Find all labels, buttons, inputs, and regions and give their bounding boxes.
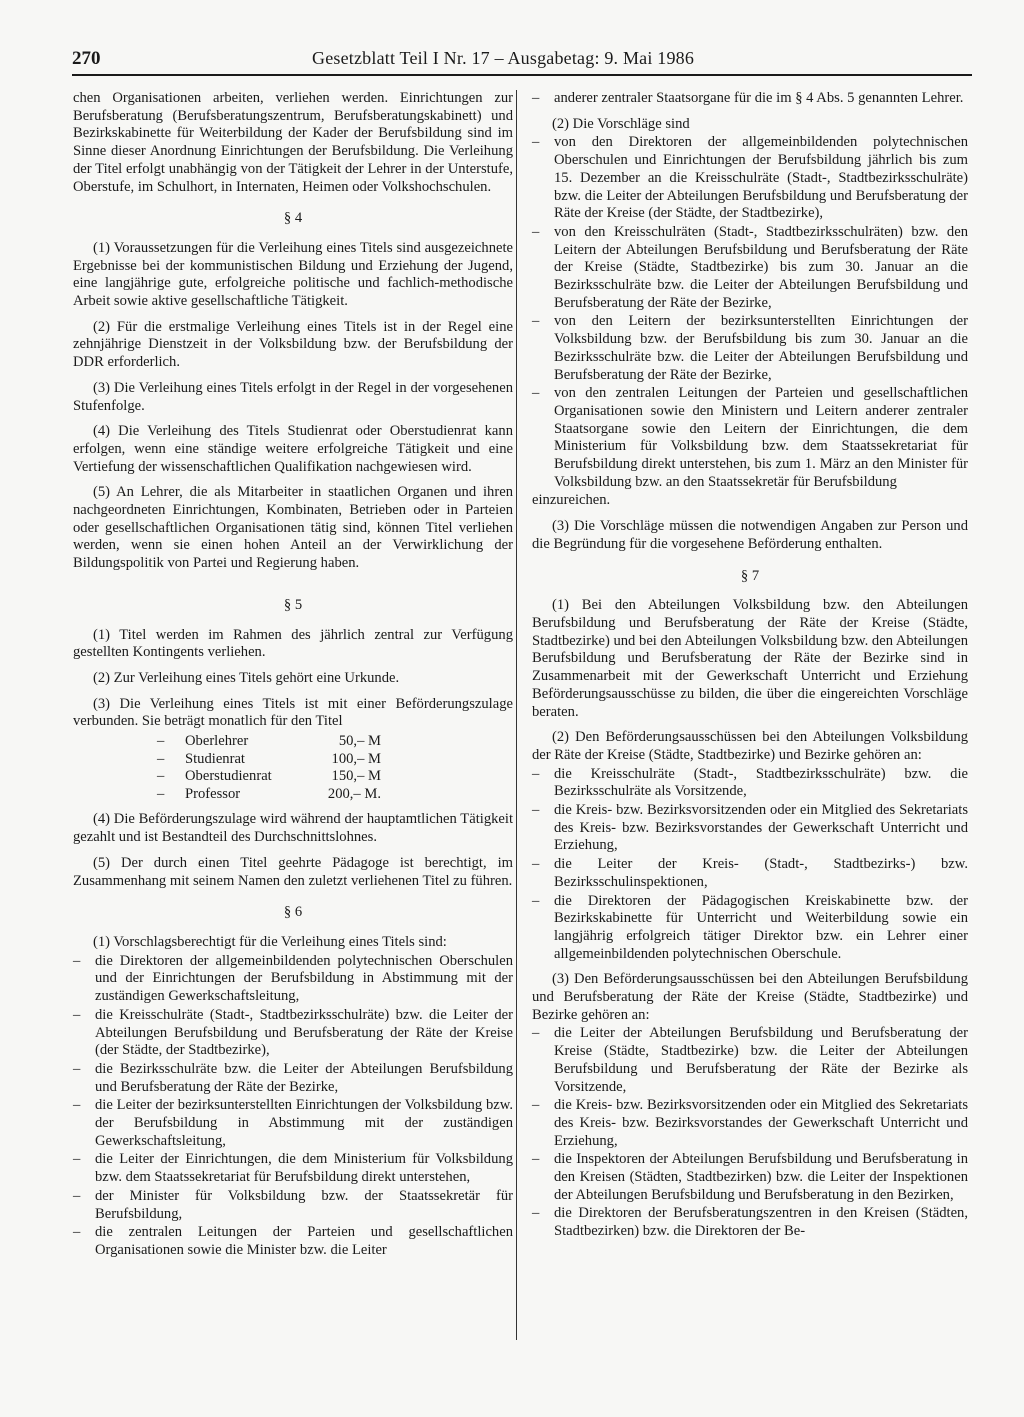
list-item: – von den Kreisschulräten (Stadt-, Stadtbezirksschulräten) bzw. den Leitern der Abteilungen Berufsbildung und Berufsberatung der Räte der Kreise (Städte, Stadtbezirke) bis zum 30. Januar an die Bezirksschulräte bzw. die Leiter der Abteilungen Berufsbildung und Berufsberatung der Räte der Bezirke, — [532, 224, 968, 313]
list-item-continued — [532, 90, 968, 108]
list-item: – die Bezirksschulräte bzw. die Leiter der Abteilungen Berufsbildung und Berufsberatung der Räte der Bezirke, — [73, 1061, 513, 1096]
list-item: – die Direktoren der Pädagogischen Kreiskabinette bzw. der Bezirkskabinette für Unterricht und Weiterbildung sowie ein langjährig erfolgreich tätiger Direktor bzw. ein Lehrer einer allgemeinbildenden polytechnischen Oberschule. — [532, 893, 968, 964]
paragraph: (5) Der durch einen Titel geehrte Pädagoge ist berechtigt, im Zusammenhang mit seinem Namen den zuletzt verliehenen Titel zu führen. — [73, 854, 513, 889]
submission-list — [532, 134, 968, 491]
paragraph: (3) Die Verleihung eines Titels ist mit einer Beförderungszulage verbunden. Sie beträgt monatlich für den Titel — [73, 695, 513, 730]
committee-list-berufsbildung — [532, 1025, 968, 1240]
table-row — [157, 786, 381, 804]
list-item: – die Leiter der Abteilungen Berufsbildung und Berufsberatung der Kreise (Städte, Stadtbezirke) bzw. die Leiter der Abteilungen Berufsbildung und Berufsberatung der Räte der Bezirke als Vorsitzende, — [532, 1025, 968, 1096]
page-header — [72, 46, 972, 76]
intro-paragraph: chen Organisationen arbeiten, verliehen werden. Einrichtungen zur Berufsberatung (Berufsberatungszentrum, Berufsberatungskabinett) und Bezirkskabinette für Weiterbildung der Kader der Berufsbildung sind im Sinne dieser Anordnung Einrichtungen der Berufsbildung. Die Verleihung der Titel erfolgt unabhängig von der Tätigkeit der Lehrer in der Unterstufe, Oberstufe, im Schulhort, in Internaten, Heimen oder Volkshochschulen. — [73, 90, 513, 195]
left-column — [73, 90, 513, 1261]
paragraph: (2) Für die erstmalige Verleihung eines Titels ist in der Regel eine zehnjährige Dienstzeit in der Volksbildung bzw. der Berufsbildung der DDR erforderlich. — [73, 318, 513, 371]
continued-list — [532, 90, 968, 108]
paragraph: (1) Bei den Abteilungen Volksbildung bzw. den Abteilungen Berufsbildung und Berufsberatung der Räte der Kreise (Städte, Stadtbezirke) und bei den Abteilungen Volksbildung bzw. den Abteilungen Berufsbildung und Berufsberatung der Räte der Bezirke sind in Zusammenarbeit mit der Gewerkschaft Unterricht und Erziehung Beförderungsausschüsse zu bilden, die über die eingereichten Vorschläge beraten. — [532, 597, 968, 720]
paragraph: (2) Den Beförderungsausschüssen bei den Abteilungen Volksbildung der Räte der Kreise (Städte, Stadtbezirke) und Bezirke gehören an: — [532, 729, 968, 763]
paragraph: (3) Den Beförderungsausschüssen bei den Abteilungen Berufsbildung und Berufsberatung der Räte der Kreise (Städte, Stadtbezirke) und Bezirke gehören an: — [532, 971, 968, 1023]
list-item: – der Minister für Volksbildung bzw. der Staatssekretär für Berufsbildung, — [73, 1188, 513, 1223]
dash: – — [157, 733, 165, 750]
dash: – — [157, 750, 165, 767]
amount-cell: 50,– M — [338, 733, 381, 750]
paragraph: (3) Die Verleihung eines Titels erfolgt in der Regel in der vorgesehenen Stufenfolge. — [73, 379, 513, 414]
list-item: – von den Direktoren der allgemeinbildenden polytechnischen Oberschulen und Einrichtungen der Berufsbildung jährlich bis zum 15. Dezember an die Kreisschulräte (Stadt-, Stadtbezirksschulräte) bzw. die Leiter der Abteilungen Berufsbildung und Berufsberatung der Räte der Kreise (der Städte, der Stadtbezirke), — [532, 134, 968, 223]
proposer-list — [73, 953, 513, 1260]
list-item: – von den Leitern der bezirksunterstellten Einrichtungen der Volksbildung bzw. der Berufsbildung bis zum 30. Januar an die Bezirksschulräte bzw. die Leiter der Abteilungen Berufsbildung und Berufsberatung der Räte der Bezirke, — [532, 313, 968, 384]
committee-list-volksbildung — [532, 766, 968, 964]
title-cell: Oberlehrer — [185, 733, 249, 750]
list-item: – die Kreis- bzw. Bezirksvorsitzenden oder ein Mitglied des Sekretariats des Kreis- bzw. Bezirksvorstandes der Gewerkschaft Unterricht und Erziehung, — [532, 802, 968, 855]
section-heading-4: § 4 — [283, 210, 303, 227]
running-title: Gesetzblatt Teil I Nr. 17 – Ausgabetag: 9. Mai 1986 — [312, 48, 695, 68]
list-item: – die Leiter der bezirksunterstellten Einrichtungen der Volksbildung bzw. der Berufsbildung in Abstimmung mit der zuständigen Gewerkschaftsleitung, — [73, 1097, 513, 1150]
page-number: 270 — [72, 48, 101, 69]
dash: – — [157, 768, 165, 785]
amount-cell: 150,– M — [331, 768, 381, 785]
column-divider — [516, 90, 517, 1340]
table-row — [157, 733, 381, 751]
title-cell: Studienrat — [185, 750, 245, 767]
title-cell: Oberstudienrat — [185, 768, 272, 785]
list-item: – die Leiter der Kreis- (Stadt-, Stadtbezirks-) bzw. Bezirksschulinspektionen, — [532, 856, 968, 891]
salary-table — [157, 733, 381, 803]
paragraph: (2) Zur Verleihung eines Titels gehört eine Urkunde. — [93, 669, 400, 686]
table-row — [157, 768, 381, 786]
paragraph: (4) Die Beförderungszulage wird während der hauptamtlichen Tätigkeit gezahlt und ist Bestandteil des Durchschnittslohnes. — [73, 811, 513, 846]
list-item: – die Kreisschulräte (Stadt-, Stadtbezirksschulräte) bzw. die Leiter der Abteilungen Berufsbildung und Berufsberatung der Räte der Kreise (der Städte, der Stadtbezirke), — [73, 1007, 513, 1060]
table-row — [157, 751, 381, 769]
paragraph: (1) Vorschlagsberechtigt für die Verleihung eines Titels sind: — [93, 933, 447, 950]
amount-cell: 100,– M — [331, 750, 381, 767]
right-column — [532, 90, 968, 1242]
list-item: – die Kreis- bzw. Bezirksvorsitzenden oder ein Mitglied des Sekretariats des Kreis- bzw. Bezirksvorstandes der Gewerkschaft Unterricht und Erziehung, — [532, 1097, 968, 1150]
title-cell: Professor — [185, 785, 241, 802]
paragraph: (2) Die Vorschläge sind — [552, 115, 690, 132]
section-heading-7: § 7 — [740, 567, 760, 584]
paragraph: (5) An Lehrer, die als Mitarbeiter in staatlichen Organen und ihren nachgeordneten Einrichtungen, Kombinaten, Betrieben oder in Parteien oder gesellschaftlichen Organisationen tätig sind, können Titel verliehen werden, wenn sie einen hohen Anteil an der Verwirklichung der Bildungspolitik von Partei und Regierung haben. — [73, 484, 513, 572]
list-item: – die zentralen Leitungen der Parteien und gesellschaftlichen Organisationen sowie die Minister bzw. die Leiter — [73, 1224, 513, 1259]
list-item: – von den zentralen Leitungen der Parteien und gesellschaftlichen Organisationen sowie den Ministern und Leitern anderer zentraler Staatsorgane sowie den Leitern der Einrichtungen, die dem Ministerium für Volksbildung bzw. dem Staatssekretariat für Berufsbildung direkt unterstehen, bis zum 1. März an den Minister für Volksbildung bzw. an den Staatssekretär für Berufsbildung — [532, 385, 968, 491]
continued-text: anderer zentraler Staatsorgane für die im § 4 Abs. 5 genannten Lehrer. — [554, 90, 964, 106]
list-item: – die Leiter der Einrichtungen, die dem Ministerium für Volksbildung bzw. dem Staatssekretariat für Berufsbildung direkt unterstehen, — [73, 1151, 513, 1186]
list-item: – die Inspektoren der Abteilungen Berufsbildung und Berufsberatung in den Kreisen (Städten, Stadtbezirken) bzw. die Leiter der Inspektionen der Abteilungen Berufsbildung und Berufsberatung in den Bezirken, — [532, 1151, 968, 1204]
paragraph: einzureichen. — [532, 492, 611, 509]
paragraph: (1) Voraussetzungen für die Verleihung eines Titels sind ausgezeichnete Ergebnisse bei der kommunistischen Bildung und Erziehung der Jugend, eine langjährige gute, erfolgreiche politische und fachlich-methodische Arbeit sowie aktive gesellschaftliche Tätigkeit. — [73, 239, 513, 310]
amount-cell: 200,– M. — [327, 785, 381, 802]
section-heading-5: § 5 — [283, 596, 303, 613]
list-item: – die Direktoren der allgemeinbildenden polytechnischen Oberschulen und der Einrichtungen der Berufsbildung in Abstimmung mit der zuständigen Gewerkschaftsleitung, — [73, 953, 513, 1006]
list-item: – die Kreisschulräte (Stadt-, Stadtbezirksschulräte) bzw. die Bezirksschulräte als Vorsitzende, — [532, 766, 968, 801]
list-item: – die Direktoren der Berufsberatungszentren in den Kreisen (Städten, Stadtbezirken) bzw. die Direktoren der Be- — [532, 1205, 968, 1240]
dash: – — [157, 785, 165, 802]
paragraph: (3) Die Vorschläge müssen die notwendigen Angaben zur Person und die Begründung für die vorgesehene Beförderung enthalten. — [532, 518, 968, 552]
section-heading-6: § 6 — [283, 904, 303, 921]
paragraph: (4) Die Verleihung des Titels Studienrat oder Oberstudienrat kann erfolgen, wenn eine ständige weitere erfolgreiche Tätigkeit und eine Vertiefung der wissenschaftlichen Qualifikation nachgewiesen wird. — [73, 423, 513, 475]
paragraph: (1) Titel werden im Rahmen des jährlich zentral zur Verfügung gestellten Kontingents verliehen. — [73, 626, 513, 661]
